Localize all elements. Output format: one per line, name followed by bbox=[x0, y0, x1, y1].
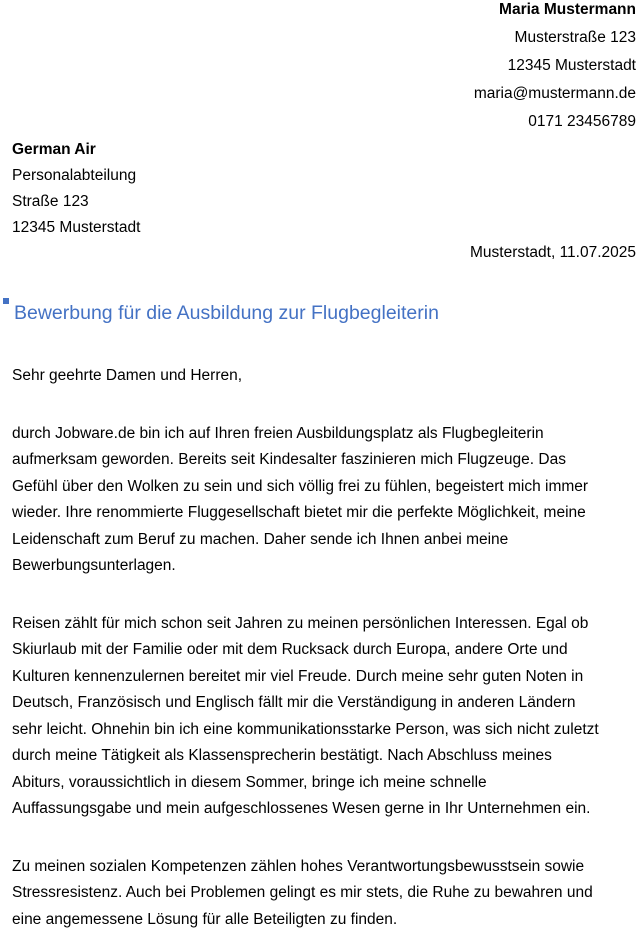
sender-name: Maria Mustermann bbox=[499, 1, 636, 18]
paragraph-2 bbox=[12, 614, 636, 826]
paragraph-gap bbox=[12, 826, 636, 857]
sender-address-block bbox=[474, 0, 636, 140]
sender-phone: 0171 23456789 bbox=[528, 113, 636, 130]
recipient-company: German Air bbox=[12, 141, 96, 158]
sender-street: Musterstraße 123 bbox=[514, 29, 636, 46]
text-line: Skiurlaub mit der Familie oder mit dem Rucksack durch Europa, andere Orte und bbox=[12, 641, 568, 658]
subject-marker bbox=[3, 298, 9, 304]
letter-body bbox=[12, 366, 636, 936]
salutation: Sehr geehrte Damen und Herren, bbox=[12, 367, 243, 384]
text-line: Gefühl über den Wolken zu sein und sich völlig frei zu fühlen, begeistert mich immer bbox=[12, 477, 589, 495]
paragraph-gap bbox=[12, 393, 636, 424]
text-line: Deutsch, Französisch und Englisch fällt mir die Verständigung in anderen Ländern bbox=[12, 694, 576, 711]
paragraph-gap bbox=[12, 583, 636, 614]
text-line: Stressresistenz. Auch bei Problemen gelingt es mir stets, die Ruhe zu bewahren und bbox=[12, 884, 593, 901]
paragraph-3 bbox=[12, 857, 636, 937]
letter-subject: Bewerbung für die Ausbildung zur Flugbegleiterin bbox=[14, 302, 439, 324]
text-line: aufmerksam geworden. Bereits seit Kindesalter faszinieren mich Flugzeuge. Das bbox=[12, 451, 566, 468]
text-line: wieder. Ihre renommierte Fluggesellschaft bietet mir die perfekte Möglichkeit, meine bbox=[12, 504, 586, 521]
recipient-city: 12345 Musterstadt bbox=[12, 219, 141, 236]
text-line: durch meine Tätigkeit als Klassensprecherin bestätigt. Nach Abschluss meines bbox=[12, 747, 552, 764]
text-line: Reisen zählt für mich schon seit Jahren zu meinen persönlichen Interessen. Egal ob bbox=[12, 614, 589, 632]
text-line: Abiturs, voraussichtlich in diesem Sommer, bringe ich meine schnelle bbox=[12, 773, 487, 791]
sender-email: maria@mustermann.de bbox=[473, 85, 636, 102]
recipient-address-block bbox=[12, 140, 140, 244]
text-line: Kulturen kennenzulernen bereitet mir viel Freude. Durch meine sehr guten Noten in bbox=[12, 667, 584, 685]
recipient-street: Straße 123 bbox=[12, 193, 89, 210]
paragraph-1 bbox=[12, 424, 636, 583]
text-line: durch Jobware.de bin ich auf Ihren freien Ausbildungsplatz als Flugbegleiterin bbox=[12, 424, 544, 442]
sender-city: 12345 Musterstadt bbox=[507, 57, 636, 74]
recipient-department: Personalabteilung bbox=[12, 167, 137, 184]
text-line: Zu meinen sozialen Kompetenzen zählen hohes Verantwortungsbewusstsein sowie bbox=[12, 857, 585, 875]
letter-date: Musterstadt, 11.07.2025 bbox=[469, 244, 636, 261]
text-line: Auffassungsgabe und mein aufgeschlossenes Wesen gerne in Ihr Unternehmen ein. bbox=[12, 800, 591, 817]
text-line: eine angemessene Lösung für alle Beteiligten zu finden. bbox=[12, 910, 398, 928]
text-line: Bewerbungsunterlagen. bbox=[12, 557, 176, 574]
text-line: Leidenschaft zum Beruf zu machen. Daher sende ich Ihnen anbei meine bbox=[12, 530, 509, 548]
text-line: sehr leicht. Ohnehin bin ich eine kommunikationsstarke Person, was sich nicht zuletzt bbox=[12, 720, 599, 738]
